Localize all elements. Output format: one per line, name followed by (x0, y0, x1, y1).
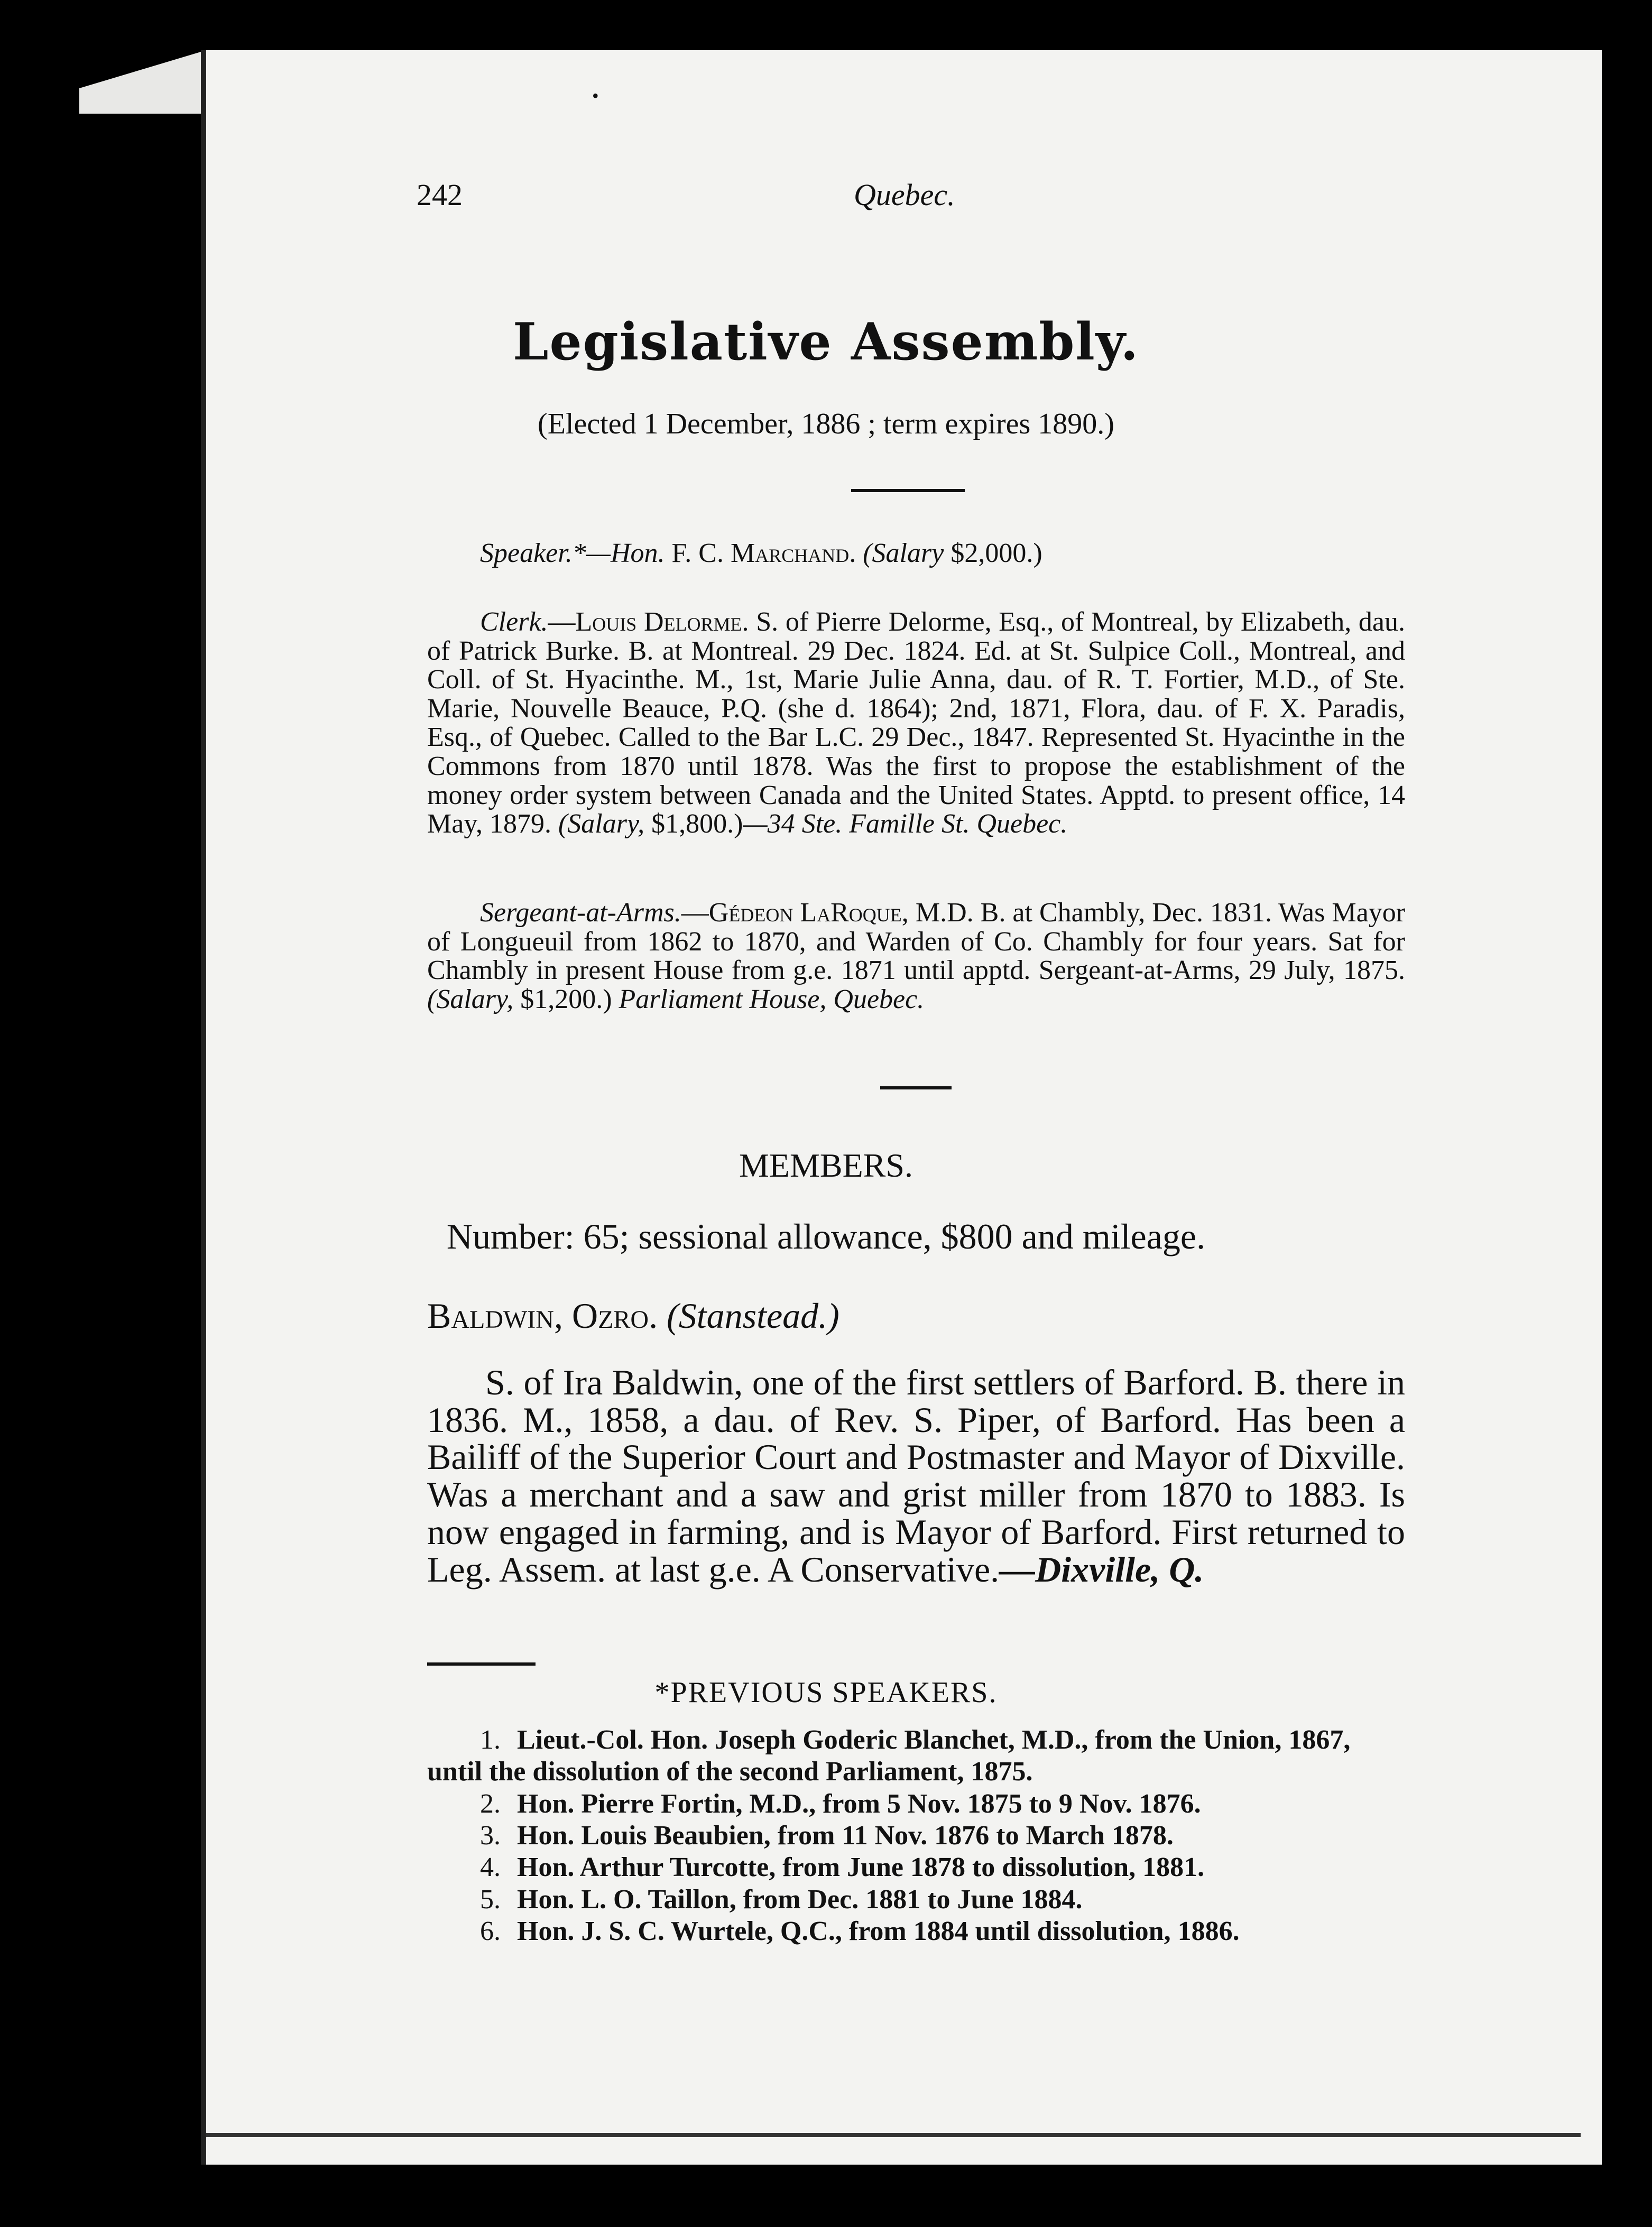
member-address: —Dixville, Q. (999, 1549, 1204, 1590)
sergeant-entry (427, 899, 1405, 1014)
page-subtitle: (Elected 1 December, 1886 ; term expires 1890.) (538, 408, 1114, 440)
list-item-text: Lieut.-Col. Hon. Joseph Goderic Blanchet, M.D., from the Union, 1867, until the dissolution of the second Parliament, 1875. (427, 1725, 1351, 1787)
members-heading: MEMBERS. (739, 1147, 913, 1184)
divider-rule (427, 1662, 536, 1666)
list-item-text: Hon. Louis Beaubien, from 11 Nov. 1876 to March 1878. (517, 1820, 1174, 1851)
clerk-salary: $1,800.) (651, 809, 743, 839)
page-bottom-edge (206, 2133, 1581, 2137)
running-title: Quebec. (854, 178, 955, 212)
members-number: Number: 65; sessional allowance, $800 and mileage. (446, 1216, 1206, 1256)
clerk-role: Clerk. (480, 607, 548, 637)
clerk-entry (427, 608, 1405, 839)
page-corner (79, 50, 206, 114)
list-item (427, 1884, 1405, 1916)
clerk-salary-label: (Salary, (558, 809, 645, 839)
sergeant-text: M.D. B. at Chambly, Dec. 1831. Was Mayor of Longueuil from 1862 to 1870, and Warden of Co. Chambly for four years. Sat for Chambly in present House from g.e. 1871 until apptd. Sergeant-at-Arms, 29 July, 1875. (427, 898, 1406, 986)
speaker-initials: F. C. (671, 538, 724, 568)
previous-speakers-heading: *PREVIOUS SPEAKERS. (654, 1676, 998, 1709)
divider-rule (880, 1086, 952, 1089)
speaker-title: —Hon. (586, 538, 665, 568)
list-item-text: Hon. Pierre Fortin, M.D., from 5 Nov. 1875 to 9 Nov. 1876. (517, 1788, 1201, 1819)
member-bio-text: S. of Ira Baldwin, one of the first settlers of Barford. B. there in 1836. M., 1858, a dau. of Rev. S. Piper, of Barford. Has been a Bailiff of the Superior Court and Postmaster and Mayor of Dixville. Was a merchant and a saw and grist miller from 1870 to 1883. Is now engaged in farming, and is Mayor of Barford. First returned to Leg. Assem. at last g.e. A Conservative. (427, 1362, 1405, 1590)
list-item (427, 1724, 1405, 1788)
speaker-surname: Marchand (730, 538, 850, 568)
clerk-address: —34 Ste. Famille St. Quebec. (743, 809, 1068, 839)
list-item-number: 4. (480, 1852, 501, 1883)
list-item-number: 5. (480, 1884, 501, 1915)
sergeant-name: —Gédeon LaRoque, (681, 898, 909, 928)
member-bio (427, 1364, 1405, 1588)
sergeant-role: Sergeant-at-Arms. (480, 898, 681, 928)
speaker-entry: Speaker.*—Hon. F. C. Marchand. (Salary $2,000.) (480, 538, 1042, 568)
list-item-number: 2. (480, 1788, 501, 1819)
clerk-name: —Louis Delorme. (548, 607, 749, 637)
list-item-text: Hon. Arthur Turcotte, from June 1878 to dissolution, 1881. (517, 1852, 1205, 1883)
speaker-salary-label: (Salary (863, 538, 944, 568)
sergeant-address: Parliament House, Quebec. (619, 984, 925, 1014)
ornament-mark: • (592, 85, 599, 106)
member-name-text: Baldwin, Ozro. (427, 1296, 658, 1336)
list-item-number: 3. (480, 1820, 501, 1851)
sergeant-salary-label: (Salary, (427, 984, 514, 1014)
list-item-number: 6. (480, 1916, 501, 1946)
page-title: Legislative Assembly. (513, 312, 1139, 372)
list-item (427, 1916, 1405, 1947)
member-name (427, 1295, 839, 1337)
list-item (427, 1852, 1405, 1883)
speaker-salary: $2,000.) (950, 538, 1042, 568)
list-item-number: 1. (480, 1725, 501, 1755)
previous-speakers-list (427, 1724, 1405, 1947)
clerk-text: S. of Pierre Delorme, Esq., of Montreal, by Elizabeth, dau. of Patrick Burke. B. at Montreal. 29 Dec. 1824. Ed. at St. Sulpice Coll., Montreal, and Coll. of St. Hyacinthe. M., 1st, Marie Julie Anna, dau. of R. T. Fortier, M.D., of Ste. Marie, Nouvelle Beauce, P.Q. (she d. 1864); 2nd, 1871, Flora, dau. of F. X. Paradis, Esq., of Quebec. Called to the Bar L.C. 29 Dec., 1847. Represented St. Hyacinthe in the Commons from 1870 until 1878. Was the first to propose the establishment of the money order system between Canada and the United States. Apptd. to present office, 14 May, 1879. (427, 607, 1406, 839)
sergeant-salary: $1,200.) (520, 984, 612, 1014)
list-item-text: Hon. J. S. C. Wurtele, Q.C., from 1884 until dissolution, 1886. (517, 1916, 1240, 1946)
page-number: 242 (417, 178, 463, 212)
speaker-role: Speaker.* (480, 538, 586, 568)
list-item-text: Hon. L. O. Taillon, from Dec. 1881 to June 1884. (517, 1884, 1083, 1915)
list-item (427, 1820, 1405, 1852)
member-constituency: (Stanstead.) (667, 1296, 839, 1336)
list-item (427, 1788, 1405, 1820)
divider-rule (851, 489, 965, 492)
